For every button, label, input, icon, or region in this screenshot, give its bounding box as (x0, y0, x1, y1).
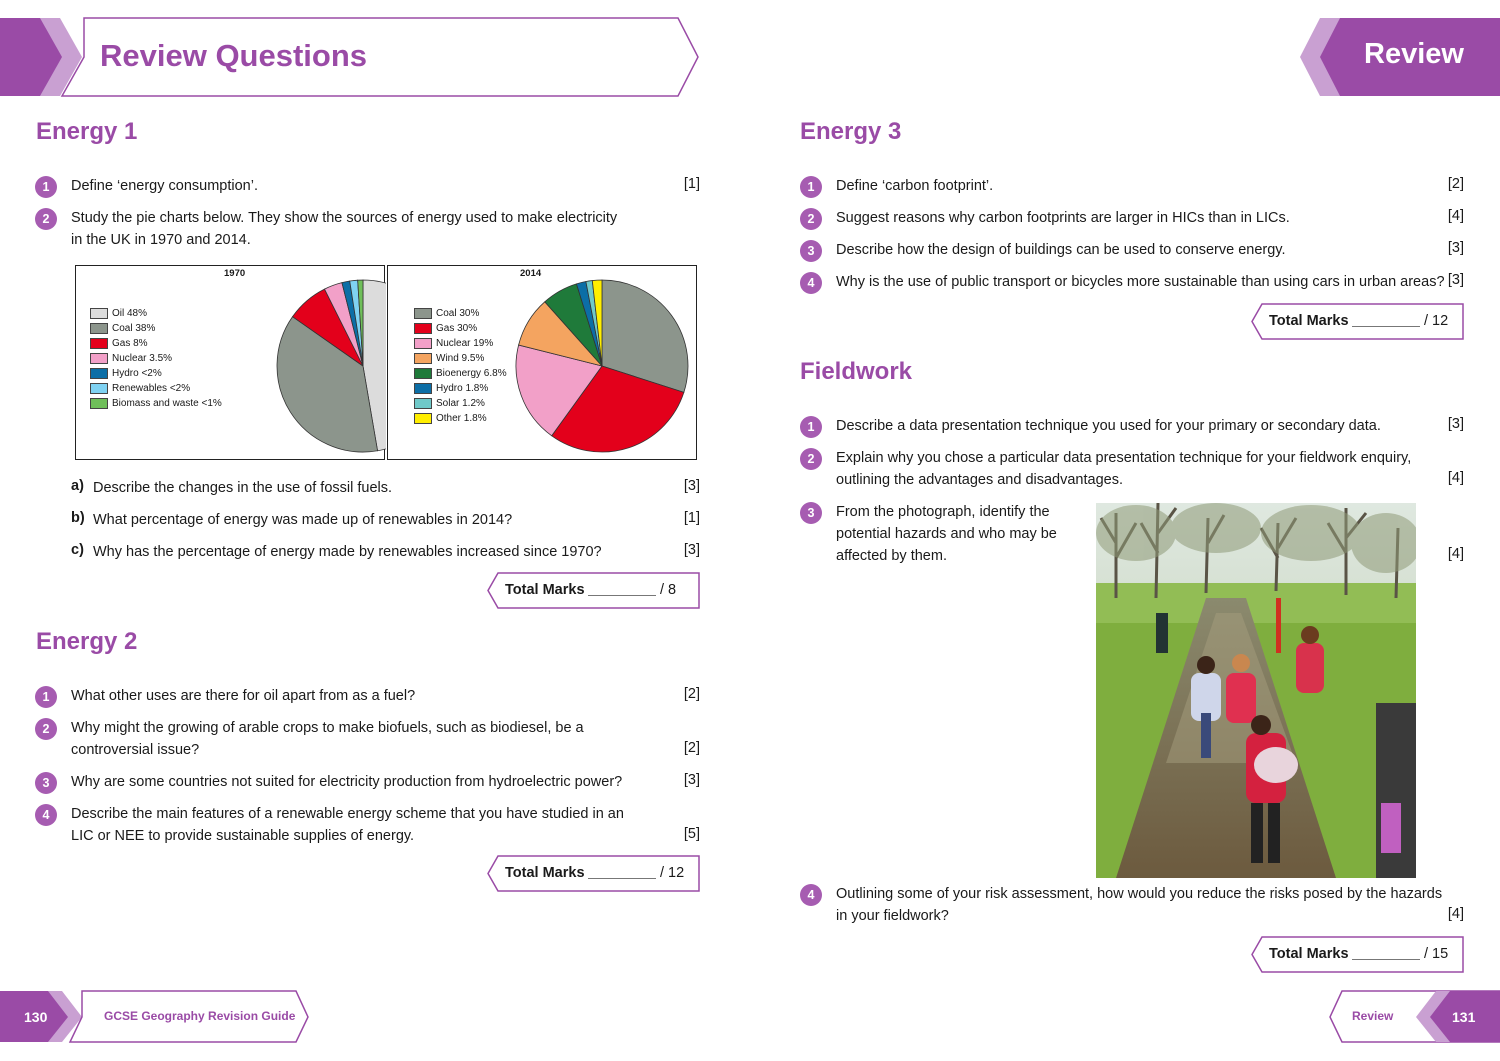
sub-question-b-mark: [1] (683, 510, 700, 526)
legend-label: Hydro <2% (112, 368, 162, 379)
legend-swatch (90, 368, 108, 379)
legend-label: Bioenergy 6.8% (436, 368, 507, 379)
sub-question-a-text: Describe the changes in the use of fossil fuels. (93, 480, 393, 496)
energy1-q2-line2: in the UK in 1970 and 2014. (71, 232, 251, 248)
energy2-q4-mark: [5] (683, 826, 700, 842)
legend-swatch (90, 398, 108, 409)
total-marks-label: Total Marks (505, 865, 585, 881)
footer-book-title: GCSE Geography Revision Guide (104, 1009, 296, 1023)
energy2-q4-line2: LIC or NEE to provide sustainable supplies of energy. (71, 828, 415, 844)
question-number: 3 (35, 772, 57, 794)
chart-title: 1970 (224, 268, 246, 279)
energy1-q2-line1: Study the pie charts below. They show the sources of energy used to make electricity (71, 210, 618, 226)
legend-swatch (414, 383, 432, 394)
legend-swatch (90, 353, 108, 364)
legend-label: Solar 1.2% (436, 398, 485, 409)
energy2-q4-line1: Describe the main features of a renewable energy scheme that you have studied in an (71, 806, 624, 822)
fieldwork-q4-line1: Outlining some of your risk assessment, how would you reduce the risks posed by the hazards (836, 886, 1443, 902)
energy3-q1-text: Define ‘carbon footprint’. (836, 178, 994, 194)
legend-swatch (414, 368, 432, 379)
legend-label: Coal 30% (436, 308, 480, 319)
legend-swatch (90, 383, 108, 394)
legend-swatch (90, 338, 108, 349)
legend-swatch (414, 323, 432, 334)
energy3-q2-mark: [4] (1447, 208, 1464, 224)
energy3-q3-text: Describe how the design of buildings can be used to conserve energy. (836, 242, 1286, 258)
footer-section-label: Review (1352, 1009, 1394, 1023)
page-number-left: 130 (24, 1009, 48, 1025)
fieldwork-q4-line2: in your fieldwork? (836, 908, 949, 924)
question-number: 1 (35, 686, 57, 708)
energy2-q3-mark: [3] (683, 772, 700, 788)
legend-swatch (414, 398, 432, 409)
total-marks-label: Total Marks (505, 582, 585, 598)
fieldwork-photograph (1096, 503, 1416, 878)
fieldwork-q1-mark: [3] (1447, 416, 1464, 432)
sub-question-label: c) (71, 542, 84, 558)
fieldwork-q2-line2: outlining the advantages and disadvantages. (836, 472, 1123, 488)
total-marks-label: Total Marks (1269, 313, 1349, 329)
total-marks-line (1352, 326, 1420, 327)
legend-label: Hydro 1.8% (436, 383, 489, 394)
question-number: 4 (35, 804, 57, 826)
sub-question-label: b) (71, 510, 85, 526)
energy2-q2-mark: [2] (683, 740, 700, 756)
energy2-q3-text: Why are some countries not suited for electricity production from hydroelectric power? (71, 774, 623, 790)
legend-label: Gas 8% (112, 338, 148, 349)
total-marks-line (588, 878, 656, 879)
page-title: Review Questions (100, 38, 368, 73)
legend-swatch (90, 308, 108, 319)
legend-label: Gas 30% (436, 323, 478, 334)
energy3-q3-mark: [3] (1447, 240, 1464, 256)
fieldwork-q3-line3: affected by them. (836, 548, 947, 564)
energy3-heading: Energy 3 (800, 118, 902, 145)
question-number: 1 (800, 176, 822, 198)
legend-label: Wind 9.5% (436, 353, 485, 364)
question-number: 2 (35, 718, 57, 740)
total-marks-label: Total Marks (1269, 946, 1349, 962)
sub-question-b-text: What percentage of energy was made up of renewables in 2014? (93, 512, 513, 528)
legend-swatch (414, 413, 432, 424)
question-number: 1 (35, 176, 57, 198)
legend-label: Other 1.8% (436, 413, 487, 424)
total-marks-value: / 12 (660, 865, 685, 881)
total-marks-value: / 8 (660, 582, 677, 598)
legend-swatch (414, 353, 432, 364)
legend-swatch (414, 338, 432, 349)
legend-label: Nuclear 3.5% (112, 353, 173, 364)
review-heading: Review (1364, 38, 1464, 70)
fieldwork-q3-line2: potential hazards and who may be (836, 526, 1057, 542)
total-marks-line (588, 595, 656, 596)
legend-label: Oil 48% (112, 308, 148, 319)
fieldwork-q4-mark: [4] (1447, 906, 1464, 922)
legend-swatch (90, 323, 108, 334)
energy1-q1-mark: [1] (683, 176, 700, 192)
question-number: 3 (800, 240, 822, 262)
energy3-q1-mark: [2] (1447, 176, 1464, 192)
question-number: 3 (800, 502, 822, 524)
total-marks-value: / 15 (1424, 946, 1449, 962)
energy2-q2-line1: Why might the growing of arable crops to make biofuels, such as biodiesel, be a (71, 720, 584, 736)
pie-chart-1970 (75, 265, 385, 460)
sub-question-a-mark: [3] (683, 478, 700, 494)
total-marks-line (1352, 959, 1420, 960)
legend-label: Renewables <2% (112, 383, 191, 394)
sub-question-c-text: Why has the percentage of energy made by renewables increased since 1970? (93, 544, 602, 560)
energy2-q1-mark: [2] (683, 686, 700, 702)
energy3-q2-text: Suggest reasons why carbon footprints are larger in HICs than in LICs. (836, 210, 1290, 226)
fieldwork-q2-line1: Explain why you chose a particular data presentation technique for your fieldwork enquiry, (836, 450, 1412, 466)
sub-question-label: a) (71, 478, 84, 494)
question-number: 1 (800, 416, 822, 438)
question-number: 2 (35, 208, 57, 230)
question-number: 2 (800, 448, 822, 470)
fieldwork-q1-text: Describe a data presentation technique you used for your primary or secondary data. (836, 418, 1381, 434)
legend-swatch (414, 308, 432, 319)
question-number: 4 (800, 884, 822, 906)
sub-question-c-mark: [3] (683, 542, 700, 558)
energy3-q4-text: Why is the use of public transport or bicycles more sustainable than using cars in urban areas? (836, 274, 1445, 290)
fieldwork-q2-mark: [4] (1447, 470, 1464, 486)
fieldwork-q3-mark: [4] (1447, 546, 1464, 562)
fieldwork-heading: Fieldwork (800, 358, 913, 385)
legend-label: Coal 38% (112, 323, 156, 334)
energy2-q1-text: What other uses are there for oil apart from as a fuel? (71, 688, 416, 704)
chart-title: 2014 (520, 268, 542, 279)
question-number: 2 (800, 208, 822, 230)
energy2-q2-line2: controversial issue? (71, 742, 200, 758)
energy3-q4-mark: [3] (1447, 272, 1464, 288)
fieldwork-q3-line1: From the photograph, identify the (836, 504, 1050, 520)
energy1-q1-text: Define ‘energy consumption’. (71, 178, 258, 194)
page-number-right: 131 (1452, 1009, 1476, 1025)
energy2-heading: Energy 2 (36, 628, 138, 655)
legend-label: Biomass and waste <1% (112, 398, 222, 409)
question-number: 4 (800, 272, 822, 294)
legend-label: Nuclear 19% (436, 338, 494, 349)
pie-1970-slices (277, 280, 386, 452)
total-marks-value: / 12 (1424, 313, 1449, 329)
pie-chart-2014 (387, 265, 697, 460)
energy1-heading: Energy 1 (36, 118, 138, 145)
